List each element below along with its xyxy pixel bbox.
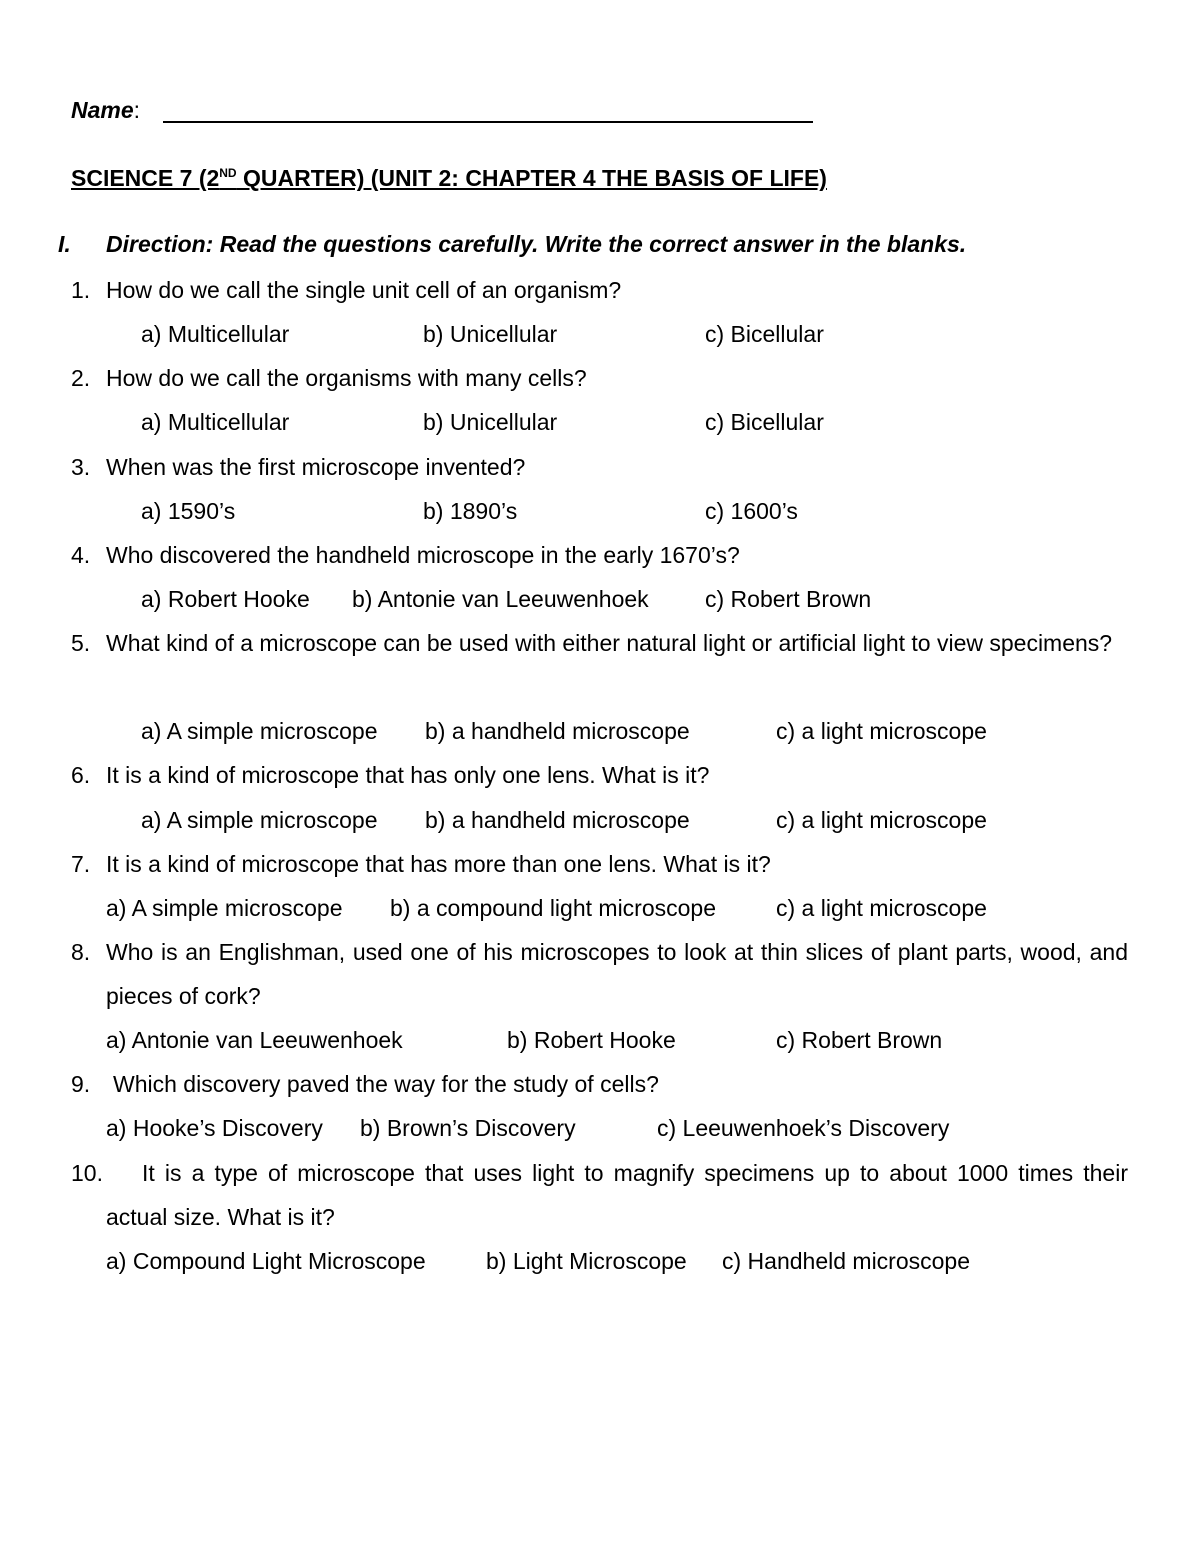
option-b: b) 1890’s (423, 498, 518, 524)
option-a: a) A simple microscope (141, 807, 378, 833)
question-text: Who discovered the handheld microscope in the early 1670’s? (106, 542, 740, 568)
option-c: c) Bicellular (705, 409, 824, 435)
title-part-1: SCIENCE 7 (2 (71, 165, 220, 191)
question-number: 6. (71, 762, 91, 788)
option-b: b) a handheld microscope (425, 807, 690, 833)
option-c: c) Handheld microscope (722, 1248, 971, 1274)
question-text: Who is an Englishman, used one of his microscopes to look at thin slices of plant parts, wood, and pieces of cork? (106, 939, 1128, 1009)
question-number: 5. (71, 630, 91, 656)
option-b: b) Unicellular (423, 409, 558, 435)
option-a: a) Compound Light Microscope (106, 1248, 426, 1274)
question-number: 9. (71, 1071, 91, 1097)
question-text: It is a kind of microscope that has more than one lens. What is it? (106, 851, 771, 877)
name-label-text: Name (71, 97, 134, 123)
question-text: Which discovery paved the way for the study of cells? (113, 1071, 659, 1097)
option-b: b) a handheld microscope (425, 718, 690, 744)
section-numeral: I. (58, 231, 71, 257)
option-b: b) Brown’s Discovery (360, 1115, 576, 1141)
question-number: 1. (71, 277, 91, 303)
option-a: a) 1590’s (141, 498, 236, 524)
question-number: 2. (71, 365, 91, 391)
option-a: a) Hooke’s Discovery (106, 1115, 323, 1141)
option-b: b) Light Microscope (486, 1248, 687, 1274)
title-part-2: QUARTER) (UNIT 2: CHAPTER 4 THE BASIS OF LIFE) (236, 165, 827, 191)
question-number: 7. (71, 851, 91, 877)
question-number: 3. (71, 454, 91, 480)
page-title (71, 164, 827, 192)
option-c: c) Robert Brown (705, 586, 872, 612)
option-a: a) A simple microscope (106, 895, 343, 921)
name-blank-line[interactable] (163, 121, 813, 123)
option-c: c) a light microscope (776, 807, 987, 833)
question-number: 8. (71, 939, 91, 965)
question-text: How do we call the organisms with many cells? (106, 365, 587, 391)
option-c: c) Bicellular (705, 321, 824, 347)
title-superscript: ND (219, 166, 237, 180)
option-c: c) Leeuwenhoek’s Discovery (657, 1115, 950, 1141)
option-b: b) Robert Hooke (507, 1027, 676, 1053)
option-b: b) Antonie van Leeuwenhoek (352, 586, 649, 612)
option-c: c) 1600’s (705, 498, 798, 524)
option-b: b) a compound light microscope (390, 895, 716, 921)
name-label (71, 96, 140, 124)
option-c: c) Robert Brown (776, 1027, 943, 1053)
option-a: a) A simple microscope (141, 718, 378, 744)
option-c: c) a light microscope (776, 895, 987, 921)
question-text: It is a kind of microscope that has only one lens. What is it? (106, 762, 710, 788)
option-a: a) Robert Hooke (141, 586, 310, 612)
question-number: 10. (71, 1160, 103, 1186)
name-colon: : (133, 97, 141, 123)
option-b: b) Unicellular (423, 321, 558, 347)
option-a: a) Antonie van Leeuwenhoek (106, 1027, 403, 1053)
question-text: It is a type of microscope that uses light to magnify specimens up to about 1000 times their actual size. What is it? (106, 1160, 1128, 1230)
question-text: What kind of a microscope can be used with either natural light or artificial light to view specimens? (106, 630, 1113, 656)
question-text: How do we call the single unit cell of an organism? (106, 277, 622, 303)
question-number: 4. (71, 542, 91, 568)
question-text: When was the first microscope invented? (106, 454, 526, 480)
section-direction: Direction: Read the questions carefully. Write the correct answer in the blanks. (106, 231, 967, 257)
option-c: c) a light microscope (776, 718, 987, 744)
option-a: a) Multicellular (141, 321, 290, 347)
option-a: a) Multicellular (141, 409, 290, 435)
